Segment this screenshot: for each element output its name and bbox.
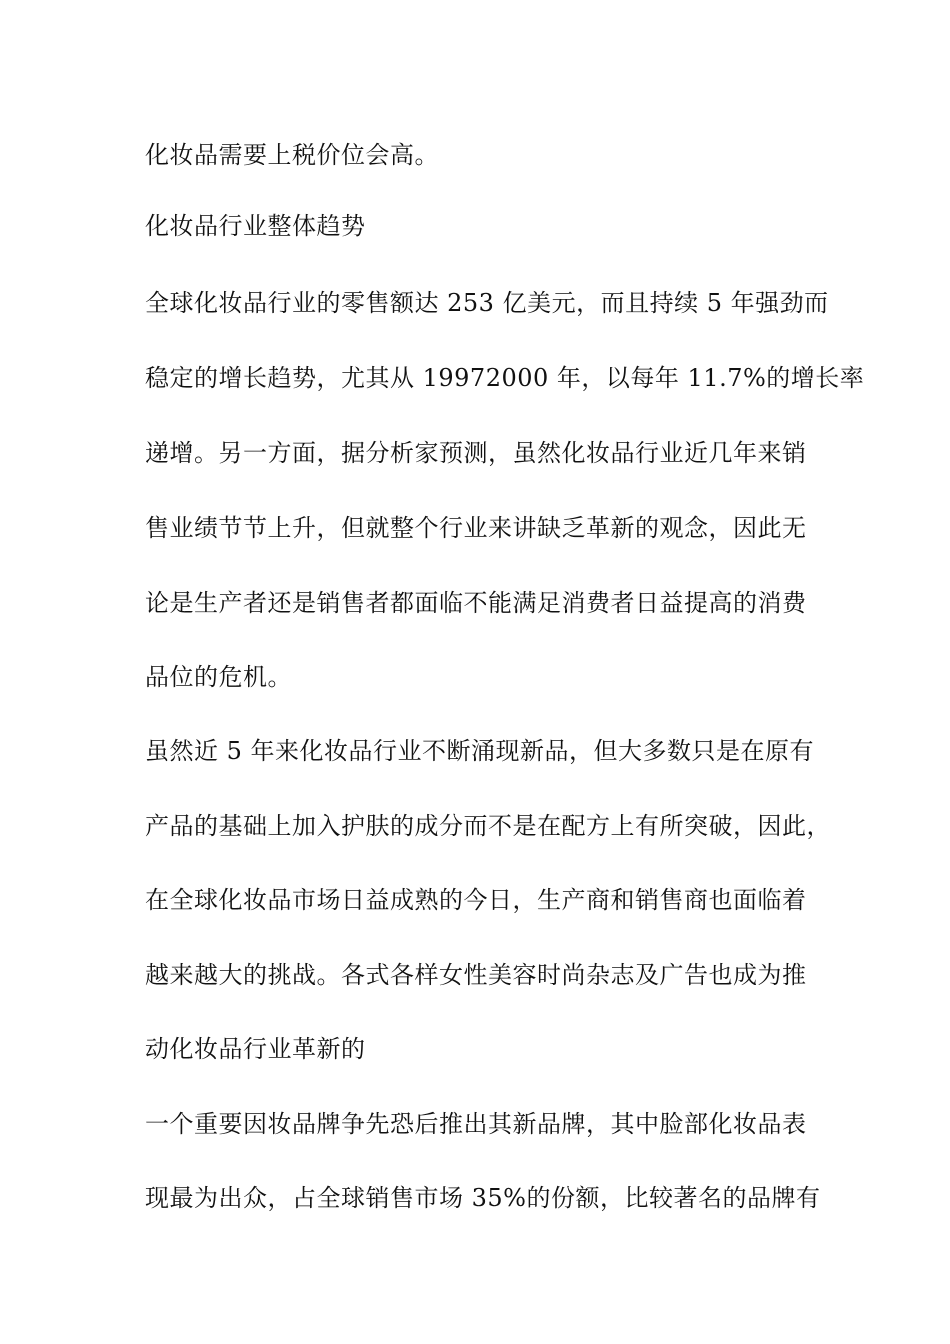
- text-line-12: 越来越大的挑战。各式各样女性美容时尚杂志及广告也成为推: [145, 961, 807, 989]
- section-heading: 化妆品行业整体趋势: [145, 212, 366, 240]
- text-line-6: 售业绩节节上升，但就整个行业来讲缺乏革新的观念，因此无: [145, 514, 807, 542]
- text-line-7: 论是生产者还是销售者都面临不能满足消费者日益提高的消费: [145, 589, 807, 617]
- text-line-8: 品位的危机。: [145, 663, 292, 691]
- text-line-1: 化妆品需要上税价位会高。: [145, 141, 439, 169]
- text-line-13: 动化妆品行业革新的: [145, 1035, 366, 1063]
- text-line-9: 虽然近 5 年来化妆品行业不断涌现新品，但大多数只是在原有: [145, 737, 815, 765]
- text-line-11: 在全球化妆品市场日益成熟的今日，生产商和销售商也面临着: [145, 886, 807, 914]
- text-line-14: 一个重要因妆品牌争先恐后推出其新品牌，其中脸部化妆品表: [145, 1110, 807, 1138]
- text-line-5: 递增。另一方面，据分析家预测，虽然化妆品行业近几年来销: [145, 439, 807, 467]
- text-line-10: 产品的基础上加入护肤的成分而不是在配方上有所突破，因此，: [145, 812, 831, 840]
- text-line-3: 全球化妆品行业的零售额达 253 亿美元，而且持续 5 年强劲而: [145, 289, 829, 317]
- text-line-4: 稳定的增长趋势，尤其从 19972000 年，以每年 11.7%的增长率: [145, 364, 865, 392]
- text-line-15: 现最为出众，占全球销售市场 35%的份额，比较著名的品牌有: [145, 1184, 821, 1212]
